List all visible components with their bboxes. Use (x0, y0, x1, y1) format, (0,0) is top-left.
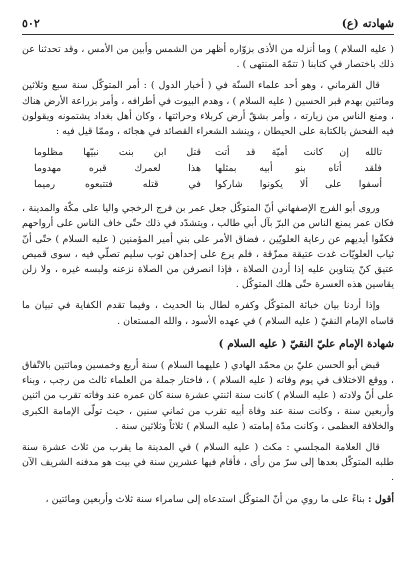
poem-verse (34, 177, 382, 193)
poem-verse (34, 161, 382, 177)
running-head (22, 14, 394, 32)
verse-second-hemistich: قتل ابن بنت نبيّها مظلوما (34, 147, 202, 159)
paragraph-final-lead: أقول : (367, 493, 394, 505)
paragraph-majlisi: قال العلامة المجلسي : مكث ( عليه السلام ) في المدينة ما يقرب من ثلاث عشرة سنة طلبه المتوكّل بعدها إلى سرّ من رأى ، فأقام فيها عشرين سنة في بيت هو مدفنه الشريف الآن . (22, 442, 394, 484)
verse-first-hemistich: فلقد أتاه بنو أبيه بمثلها (214, 163, 382, 175)
running-title: شهادته (ع) (341, 16, 394, 30)
paragraph-final (22, 492, 394, 507)
page-body (22, 42, 394, 513)
verse-first-hemistich: أسفوا على ألا يكونوا شاركوا (214, 179, 382, 191)
verse-second-hemistich: في قتله فتتبعوه رميما (34, 179, 202, 191)
paragraph-martyrdom: قبض أبو الحسن عليّ بن محمّد الهادي ( عليهما السلام ) سنة أربع وخمسين ومائتين بالاتّفاق ، ووقع الاختلاف في يوم وفاته ( عليه السلام ) ، فاختار جملة من العلماء ثالث من رجب ، وبناء على أنّ ولادته ( عليه السلام ) كانت سنة اثنتي عشرة سنة كان عمره عند وفاته تقرب من اثنين وأربعين سنة ، وكانت سنة عند وفاة أبيه تقرب من ثماني سنين ، حيث تولّى الإمامة الكبرى والخلافة العظمى ، وكانت مدّة إمامته ( عليه السلام ) ثلاثاً وثلاثين سنة . (22, 360, 394, 432)
paragraph-intro: ( عليه السلام ) وما أنزله من الأذى بزوّاره أظهر من الشمس وأبين من الأمس ، وقد تحدثنا عن ذلك باختصار في كتابنا ( تتمّة المنتهى ) . (22, 44, 394, 71)
paragraph-qaramani: قال القرماني ، وهو أحد علماء السنّة في ( أخبار الدول ) : أمر المتوكّل سنة سبع وثلاثين ومائتين بهدم قبر الحسين ( عليه السلام ) ، وهدم البيوت في أطرافه ، وأمر بزراعة الأرض هناك ، ومنع الناس من زيارته ، وأمر بشقّ أرض كربلاء وحراثتها ، وكان أهل بغداد يشتمونه ويقولون فيه الفحش بالكتابة على الحيطان ، وينشد الشعراء القصائد في هجائه ، وممّا قيل فيه : (22, 80, 394, 138)
poem-verse (34, 145, 382, 161)
verse-first-hemistich: تالله إن كانت أميّة قد أتت (214, 147, 382, 159)
page-number: ٥٠٢ (22, 16, 40, 30)
poem (34, 145, 382, 193)
paragraph-isfahani: وروى أبو الفرج الإصفهاني أنّ المتوكّل جعل عمر بن فرج الرخجي واليا على مكّة والمدينة ، فكان عمر يمنع الناس من البرّ بآل أبي طالب ، ويتشدّد في ذلك حتّى خاف الناس على أرواحهم فكفّوا أيديهم عن رعاية العلويّين ، فضاق الأمر على بني أمير المؤمنين ( عليه السلام ) حتّى أنّ ثياب العلويّات غدت عتيقة ممزّقة ، فلم يرع على إحداهن ثوب سليم تصلّي فيه ، سوى قميص عتيق كنّ يتناوبن عليه إذا أردن الصلاة ، فإذا انصرفن من الصلاة نزعنه ولبسه غيره ، ولا زلن يقاسين هذه العسرة حتّى هلك المتوكّل . (22, 203, 394, 291)
verse-second-hemistich: هذا لعمرك قبره مهدوما (34, 163, 202, 175)
header-rule (22, 34, 394, 35)
section-heading: شهادة الإمام عليّ النقيّ ( عليه السلام ) (218, 337, 394, 350)
paragraph-intent: وإذا أردنا بيان خباثة المتوكّل وكفره لطال بنا الحديث ، وفيما تقدم الكفاية في تبيان ما قاساه الإمام النقيّ ( عليه السلام ) في عهده الأسود ، والله المستعان . (22, 300, 394, 327)
paragraph-final-text: بناءً على ما روي من أنّ المتوكّل استدعاه إلى سامراء سنة ثلاث وأربعين ومائتين ، (45, 493, 365, 505)
